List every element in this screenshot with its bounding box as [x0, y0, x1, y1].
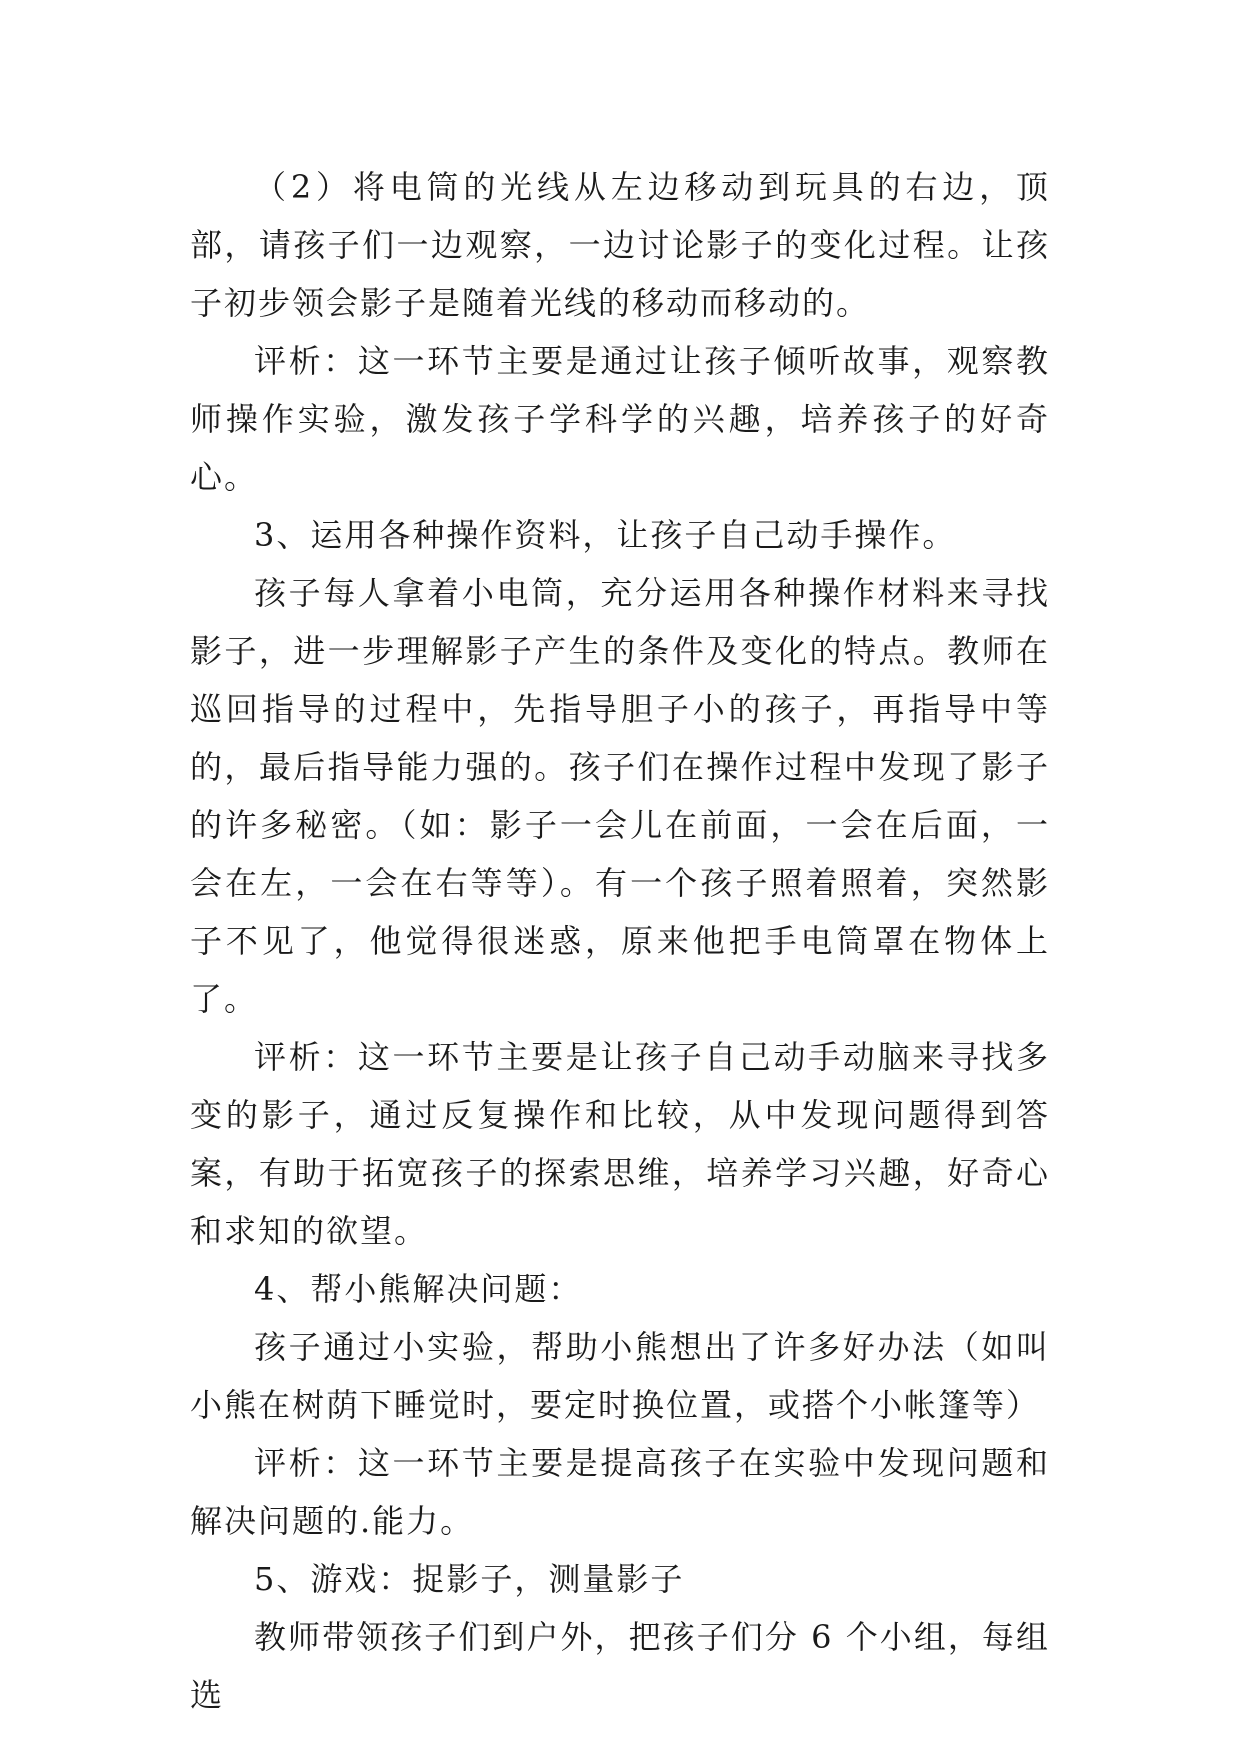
paragraph-analysis-1: 评析：这一环节主要是通过让孩子倾听故事，观察教师操作实验，激发孩子学科学的兴趣，培养孩子的好奇心。 [190, 342, 1050, 496]
paragraph-step-5-body: 教师带领孩子们到户外，把孩子们分 6 个小组，每组选 [190, 1618, 1050, 1714]
paragraph-step-3-heading: 3、运用各种操作资料，让孩子自己动手操作。 [254, 516, 957, 554]
paragraph-step-4-body: 孩子通过小实验，帮助小熊想出了许多好办法（如叫小熊在树荫下睡觉时，要定时换位置，或搭个小帐篷等） [190, 1328, 1050, 1424]
paragraph-step-5-heading: 5、游戏：捉影子，测量影子 [254, 1560, 685, 1598]
paragraph-step-4-heading: 4、帮小熊解决问题： [254, 1270, 583, 1308]
paragraph-analysis-3: 评析：这一环节主要是提高孩子在实验中发现问题和解决问题的.能力。 [190, 1444, 1050, 1540]
paragraph-step-2-flashlight: （2）将电筒的光线从左边移动到玩具的右边，顶部，请孩子们一边观察，一边讨论影子的变化过程。让孩子初步领会影子是随着光线的移动而移动的。 [190, 168, 1050, 322]
paragraph-analysis-2: 评析：这一环节主要是让孩子自己动手动脑来寻找多变的影子，通过反复操作和比较，从中发现问题得到答案，有助于拓宽孩子的探索思维，培养学习兴趣，好奇心和求知的欲望。 [190, 1038, 1050, 1250]
document-body [190, 158, 1050, 1724]
paragraph-step-3-body: 孩子每人拿着小电筒，充分运用各种操作材料来寻找影子，进一步理解影子产生的条件及变化的特点。教师在巡回指导的过程中，先指导胆子小的孩子，再指导中等的，最后指导能力强的。孩子们在操作过程中发现了影子的许多秘密。（如：影子一会儿在前面，一会在后面，一会在左，一会在右等等）。有一个孩子照着照着，突然影子不见了，他觉得很迷惑，原来他把手电筒罩在物体上了。 [190, 574, 1050, 1018]
